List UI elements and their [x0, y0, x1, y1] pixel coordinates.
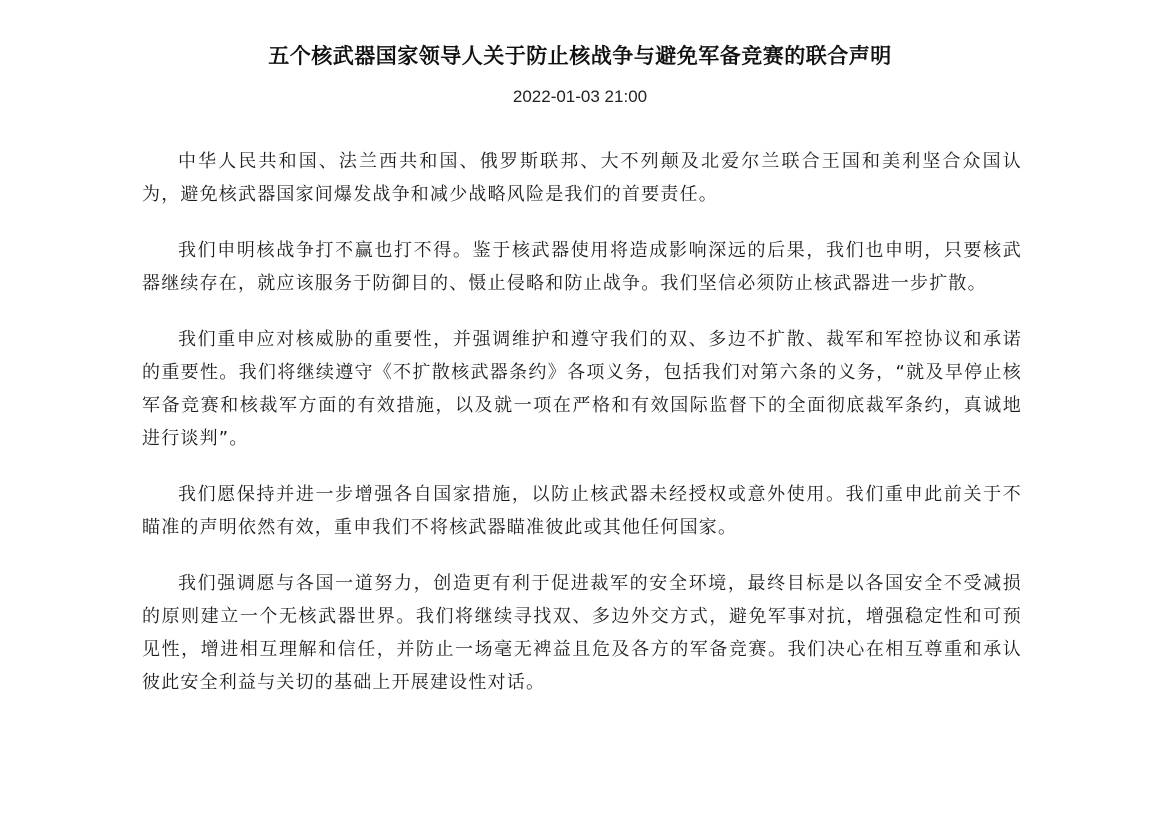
paragraph-2: 我们申明核战争打不赢也打不得。鉴于核武器使用将造成影响深远的后果，我们也申明，只要核武器继续存在，就应该服务于防御目的、慑止侵略和防止战争。我们坚信必须防止核武器进一步扩散。	[142, 240, 1022, 294]
document-body	[142, 145, 1022, 722]
paragraph-4: 我们愿保持并进一步增强各自国家措施，以防止核武器未经授权或意外使用。我们重申此前关于不瞄准的声明依然有效，重申我们不将核武器瞄准彼此或其他任何国家。	[142, 484, 1022, 538]
document-title: 五个核武器国家领导人关于防止核战争与避免军备竞赛的联合声明	[268, 43, 892, 68]
paragraph-3: 我们重申应对核威胁的重要性，并强调维护和遵守我们的双、多边不扩散、裁军和军控协议和承诺的重要性。我们将继续遵守《不扩散核武器条约》各项义务，包括我们对第六条的义务，“就及早停止核军备竞赛和核裁军方面的有效措施，以及就一项在严格和有效国际监督下的全面彻底裁军条约，真诚地进行谈判”。	[142, 329, 1022, 449]
publish-datetime: 2022-01-03 21:00	[512, 87, 648, 106]
paragraph-5: 我们强调愿与各国一道努力，创造更有利于促进裁军的安全环境，最终目标是以各国安全不受减损的原则建立一个无核武器世界。我们将继续寻找双、多边外交方式，避免军事对抗，增强稳定性和可预见性，增进相互理解和信任，并防止一场毫无裨益且危及各方的军备竞赛。我们决心在相互尊重和承认彼此安全利益与关切的基础上开展建设性对话。	[142, 573, 1022, 693]
paragraph-1: 中华人民共和国、法兰西共和国、俄罗斯联邦、大不列颠及北爱尔兰联合王国和美利坚合众国认为，避免核武器国家间爆发战争和减少战略风险是我们的首要责任。	[142, 151, 1022, 205]
